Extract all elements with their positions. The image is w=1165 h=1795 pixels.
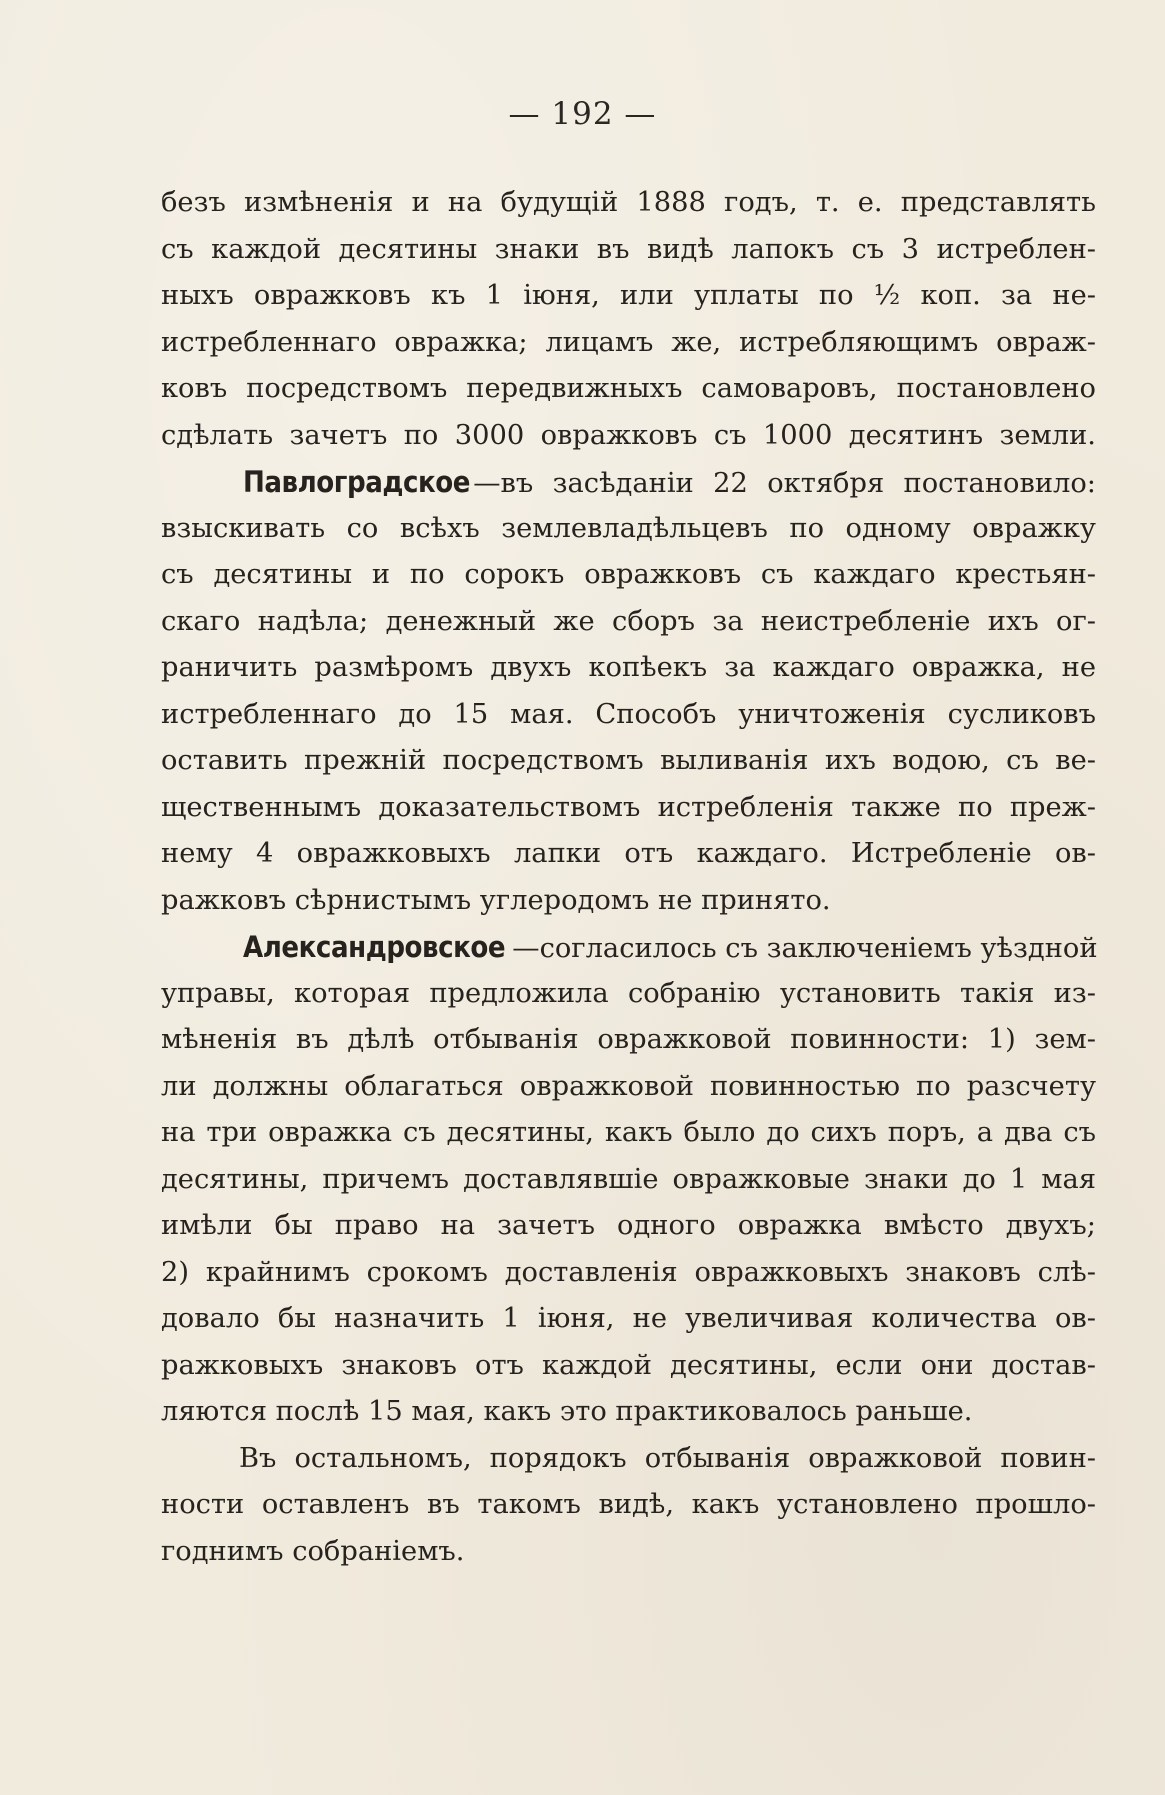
text-line: ляются послѣ 15 мая, какъ это практиковалось раньше. bbox=[161, 1396, 973, 1427]
text-line: безъ измѣненія и на будущій 1888 годъ, т. е. представлять bbox=[161, 187, 1096, 218]
text-line: ли должны облагаться овражковой повинностью по разсчету bbox=[161, 1070, 1096, 1102]
text-line: съ каждой десятины знаки въ видѣ лапокъ съ 3 истреблен- bbox=[161, 233, 1096, 265]
text-line: Въ остальномъ, порядокъ отбыванія овражковой повин- bbox=[239, 1442, 1096, 1474]
body-text bbox=[161, 180, 1096, 1575]
text-line: ныхъ овражковъ къ 1 іюня, или уплаты по ½ коп. за не- bbox=[161, 280, 1096, 311]
text-line: нему 4 овражковыхъ лапки отъ каждаго. Истребленіе ов- bbox=[161, 838, 1096, 869]
text-line: съ десятины и по сорокъ овражковъ съ каждаго крестьян- bbox=[161, 559, 1096, 590]
page-number: — 192 — bbox=[508, 96, 657, 132]
text-line: 2) крайнимъ срокомъ доставленія овражковыхъ знаковъ слѣ- bbox=[161, 1256, 1096, 1288]
section-heading: Павлоградское bbox=[243, 465, 471, 499]
text-line: ражковъ сѣрнистымъ углеродомъ не принято. bbox=[161, 884, 831, 916]
text-line: десятины, причемъ доставлявшіе овражковые знаки до 1 мая bbox=[161, 1163, 1096, 1195]
text-line: взыскивать со всѣхъ землевладѣльцевъ по одному овражку bbox=[161, 512, 1096, 544]
text-line: ковъ посредствомъ передвижныхъ самоваровъ, постановлено bbox=[161, 373, 1096, 404]
text-line: имѣли бы право на зачетъ одного овражка вмѣсто двухъ; bbox=[161, 1210, 1096, 1241]
text-line: на три овражка съ десятины, какъ было до сихъ поръ, а два съ bbox=[161, 1117, 1096, 1148]
text-line: истребленнаго до 15 мая. Способъ уничтоженія сусликовъ bbox=[161, 698, 1096, 730]
text-line: мѣненія въ дѣлѣ отбыванія овражковой повинности: 1) зем- bbox=[161, 1024, 1096, 1055]
section-heading: Александровское bbox=[243, 930, 506, 964]
text-line: оставить прежній посредствомъ выливанія ихъ водою, съ ве- bbox=[161, 745, 1096, 776]
heading-rest: —въ засѣданіи 22 октября постановило: bbox=[473, 468, 1096, 499]
heading-rest: —согласилось съ заключеніемъ уѣздной bbox=[512, 933, 1098, 964]
text-line: щественнымъ доказательствомъ истребленія также по преж- bbox=[161, 791, 1096, 823]
text-line: довало бы назначить 1 іюня, не увеличивая количества ов- bbox=[161, 1303, 1096, 1334]
text-line: раничить размѣромъ двухъ копѣекъ за каждаго овражка, не bbox=[161, 652, 1096, 683]
text-line: скаго надѣла; денежный же сборъ за неистребленіе ихъ ог- bbox=[161, 605, 1096, 637]
text-line: истребленнаго овражка; лицамъ же, истребляющимъ овраж- bbox=[161, 326, 1096, 358]
text-line: годнимъ собраніемъ. bbox=[161, 1535, 465, 1567]
text-line: сдѣлать зачетъ по 3000 овражковъ съ 1000 десятинъ земли. bbox=[161, 419, 1096, 451]
paragraph-first-line bbox=[161, 924, 1096, 971]
text-line: ности оставленъ въ такомъ видѣ, какъ установлено прошло- bbox=[161, 1489, 1096, 1520]
text-line: управы, которая предложила собранію установить такія из- bbox=[161, 977, 1096, 1009]
paragraph-first-line bbox=[161, 459, 1096, 506]
text-line: ражковыхъ знаковъ отъ каждой десятины, если они достав- bbox=[161, 1349, 1096, 1381]
